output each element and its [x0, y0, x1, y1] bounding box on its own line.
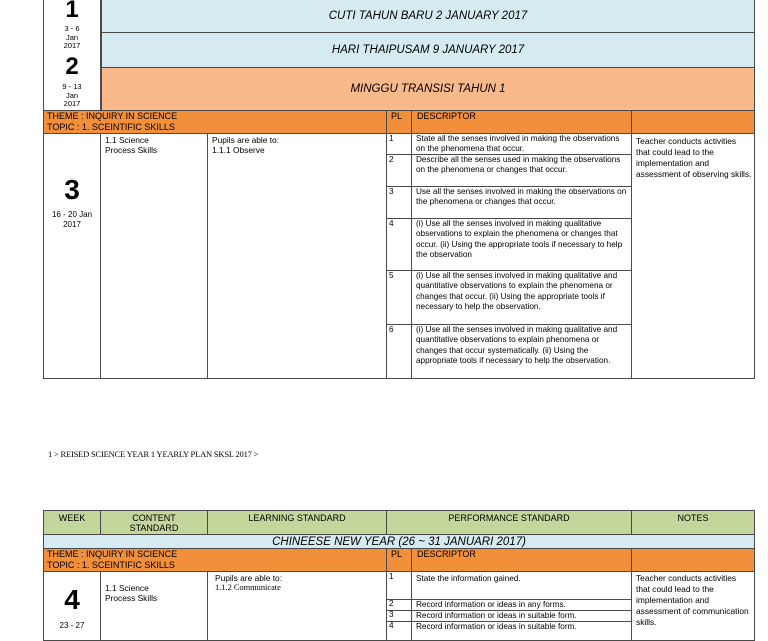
notes-text: Teacher conducts activities that could lead to the implementation and assessment of observing skills. — [636, 136, 752, 179]
header-content-standard: CONTENT STANDARD — [100, 510, 208, 535]
week-dates: 16 - 20 Jan 2017 — [51, 210, 93, 229]
content-standard: 1.1 Science Process Skills — [105, 583, 158, 603]
notes-text: Teacher conducts activities that could lead to the implementation and assessment of communication skills. — [636, 573, 749, 627]
pl-level: 3 — [389, 610, 394, 619]
week-number: 3 — [64, 174, 80, 205]
banner-thaipusam: HARI THAIPUSAM 9 JANUARY 2017 — [101, 32, 755, 68]
topic-label: TOPIC : 1. SCEINTIFIC SKILLS — [47, 122, 175, 132]
descriptor-text: State the information gained. — [416, 574, 521, 583]
week4-content-cell — [100, 571, 208, 641]
week3-week-cell — [43, 133, 101, 379]
pl-level: 4 — [389, 219, 394, 228]
pl-level: 2 — [389, 155, 394, 164]
week-number: 4 — [64, 584, 80, 615]
week3-content-cell — [100, 133, 208, 379]
pl-level: 4 — [389, 621, 394, 630]
header-learning-standard: LEARNING STANDARD — [207, 510, 387, 535]
header-week: WEEK — [43, 510, 101, 535]
descriptor-text: Record information or ideas in any forms. — [416, 600, 566, 609]
week-number: 2 — [65, 53, 79, 80]
theme-label: THEME : INQUIRY IN SCIENCE — [47, 549, 178, 559]
banner-transition-week: MINGGU TRANSISI TAHUN 1 — [101, 67, 755, 111]
pl-level: 2 — [389, 599, 394, 608]
descriptor-text: (i) Use all the senses involved in making qualitative and quantitative observations to explain phenomena or changes that occur systematically. (ii) Using the appropriate tools if necessary to help the observation. — [416, 325, 618, 366]
page-footer: 1 > REISED SCIENCE YEAR 1 YEARLY PLAN SKSL 2017 > — [48, 449, 259, 459]
descriptor-text: Record information or ideas in suitable form. — [416, 622, 577, 631]
learning-standard: Pupils are able to: 1.1.2 Communicate — [215, 573, 283, 592]
pl-header-label: PL — [391, 111, 403, 121]
descriptor-header: DESCRIPTOR — [417, 549, 476, 559]
topic-label: TOPIC : 1. SCEINTIFIC SKILLS — [47, 560, 175, 570]
notes-divider — [631, 110, 632, 134]
content-standard: 1.1 Science Process Skills — [105, 135, 158, 155]
header-notes: NOTES — [631, 510, 755, 535]
descriptor-text: Record information or ideas in suitable form. — [416, 611, 577, 620]
descriptor-text: (i) Use all the senses involved in making qualitative observations to explain the phenomena or changes that occur. (ii) Using the appropriate tools if necessary to help the observation — [416, 219, 623, 260]
notes-divider — [631, 548, 632, 572]
descriptor-text: Use all the senses involved in making the observations on the phenomena or changes that occur. — [416, 187, 627, 207]
pl-level: 5 — [389, 271, 394, 280]
pl-level: 1 — [389, 134, 394, 143]
pl-level: 6 — [389, 325, 394, 334]
descriptor-text: Describe all the senses used in making the observations on the phenomena or changes that occur. — [416, 155, 621, 175]
pl-header-label: PL — [391, 549, 403, 559]
week-dates: 9 - 13 Jan 2017 — [62, 82, 82, 108]
descriptor-text: (i) Use all the senses involved in making qualitative and quantitative observations to explain the phenomena or changes that occur. (ii) Using the appropriate tools if necessary to help the observation. — [416, 271, 618, 312]
week-number: 1 — [65, 0, 79, 23]
pl-level: 1 — [389, 572, 394, 581]
banner-new-year-holiday: CUTI TAHUN BARU 2 JANUARY 2017 — [101, 0, 755, 33]
pl-column-divider — [411, 571, 412, 641]
week3-learning-cell — [207, 133, 387, 379]
descriptor-header: DESCRIPTOR — [417, 111, 476, 121]
header-performance-standard: PERFORMANCE STANDARD — [386, 510, 632, 535]
learning-standard: Pupils are able to: 1.1.1 Observe — [212, 135, 280, 155]
pl-column-divider — [411, 133, 412, 379]
descriptor-text: State all the senses involved in making the observations on the phenomena that occur. — [416, 134, 620, 154]
pl-level: 3 — [389, 187, 394, 196]
week-dates: 23 - 27 — [59, 621, 85, 630]
week-dates: 3 - 6 Jan 2017 — [63, 24, 81, 50]
theme-label: THEME : INQUIRY IN SCIENCE — [47, 111, 178, 121]
banner-chinese-new-year: CHINEESE NEW YEAR (26 ~ 31 JANUARI 2017) — [43, 534, 755, 549]
